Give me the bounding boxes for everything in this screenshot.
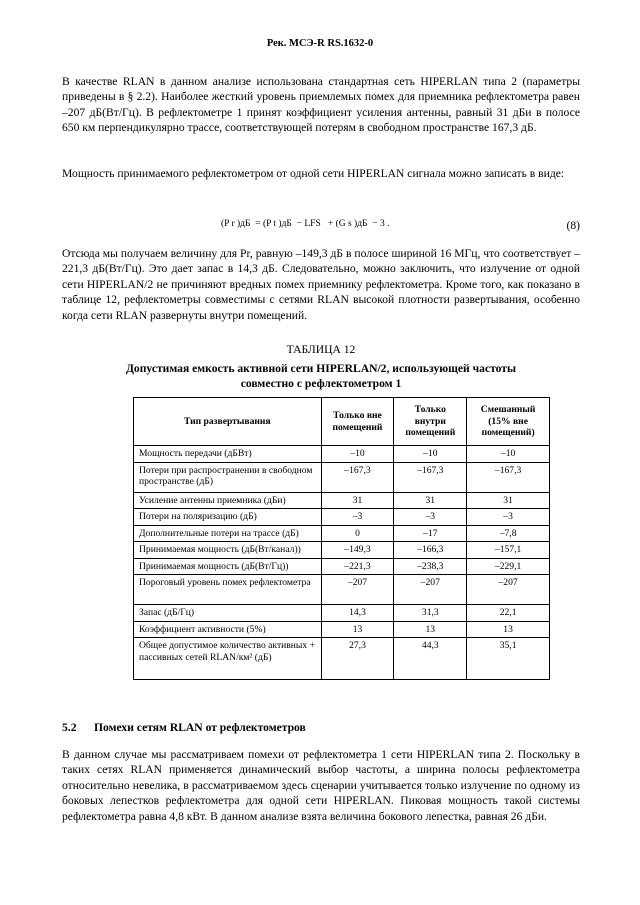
table-caption-line2: совместно с рефлектометром 1 — [240, 377, 402, 390]
value-cell: –7,8 — [467, 525, 550, 542]
table-row — [134, 575, 550, 605]
table-row — [134, 446, 550, 463]
row-label-cell: Принимаемая мощность (дБ(Вт/канал)) — [134, 542, 322, 559]
table-row — [134, 605, 550, 622]
row-label-cell: Мощность передачи (дБВт) — [134, 446, 322, 463]
table-row — [134, 525, 550, 542]
value-cell: –229,1 — [467, 558, 550, 575]
value-cell: –3 — [394, 509, 467, 526]
value-cell: –221,3 — [321, 558, 394, 575]
table-header-row — [134, 398, 550, 446]
row-label-cell: Принимаемая мощность (дБ(Вт/Гц)) — [134, 558, 322, 575]
paragraph-interference: В данном случае мы рассматриваем помехи от рефлектометра 1 сети HIPERLAN типа 2. Поскольку в таких сетях RLAN применяется динамический выбор частоты, а ширина полосы рефлектометра относительно невелика, в рассматриваемом здесь сценарии учитывается только излучение по одному из боковых лепестков рефлектометра для одной сети HIPERLAN. Пиковая мощность такой системы рефлектометра равна 4,8 кВт. В данном анализе взята величина бокового лепестка, равная 26 дБи. — [62, 748, 580, 823]
table-row — [134, 621, 550, 638]
header-deployment-type: Тип развертывания — [134, 398, 322, 446]
value-cell: –167,3 — [321, 462, 394, 492]
value-cell: 35,1 — [467, 638, 550, 680]
header-indoor-only: Только внутри помещений — [394, 398, 467, 446]
value-cell: –167,3 — [394, 462, 467, 492]
value-cell: –207 — [321, 575, 394, 605]
value-cell: –10 — [467, 446, 550, 463]
value-cell: 22,1 — [467, 605, 550, 622]
table-row — [134, 638, 550, 680]
value-cell: 31,3 — [394, 605, 467, 622]
value-cell: –207 — [394, 575, 467, 605]
value-cell: –207 — [467, 575, 550, 605]
equation-number: (8) — [566, 219, 580, 232]
value-cell: –17 — [394, 525, 467, 542]
paragraph-hiperlan-params: В качестве RLAN в данном анализе использована стандартная сеть HIPERLAN типа 2 (параметры приведены в § 2.2). Наиболее жесткий уровень приемлемых помех для приемника рефлектометра равен –207 дБ(Вт/Гц). В рефлектометре 1 принят коэффициент усиления антенны, равный 31 дБи в полосе 650 км перпендикулярно трассе, соответствующей потерям в свободном пространстве 167,3 дБ. — [62, 75, 580, 135]
page-header: Рек. МСЭ-R RS.1632-0 — [266, 38, 374, 49]
table-row — [134, 462, 550, 492]
value-cell: 27,3 — [321, 638, 394, 680]
table-row — [134, 492, 550, 509]
value-cell: 31 — [467, 492, 550, 509]
value-cell: 0 — [321, 525, 394, 542]
value-cell: –3 — [321, 509, 394, 526]
value-cell: –10 — [394, 446, 467, 463]
value-cell: –157,1 — [467, 542, 550, 559]
row-label-cell: Потери при распространении в свободном пространстве (дБ) — [134, 462, 322, 492]
row-label-cell: Потери на поляризацию (дБ) — [134, 509, 322, 526]
value-cell: 31 — [394, 492, 467, 509]
table-row — [134, 558, 550, 575]
value-cell: –167,3 — [467, 462, 550, 492]
value-cell: 13 — [321, 621, 394, 638]
value-cell: 31 — [321, 492, 394, 509]
value-cell: 14,3 — [321, 605, 394, 622]
table-row — [134, 542, 550, 559]
row-label-cell: Запас (дБ/Гц) — [134, 605, 322, 622]
value-cell: –166,3 — [394, 542, 467, 559]
row-label-cell: Усиление антенны приемника (дБи) — [134, 492, 322, 509]
paragraph-result: Отсюда мы получаем величину для Pr, равную –149,3 дБ в полосе шириной 16 МГц, что соответствует –221,3 дБ(Вт/Гц). Это дает запас в 14,3 дБ. Следовательно, можно заключить, что излучение от одной сети HIPERLAN/2 не причиняют вредных помех приемнику рефлектометра. Кроме того, как показано в таблице 12, рефлектометры совместимы с сетями RLAN высокой плотности развертывания, особенно когда сети RLAN развернуты внутри помещений. — [62, 247, 580, 322]
equation-8 — [62, 219, 580, 233]
value-cell: 13 — [467, 621, 550, 638]
value-cell: –3 — [467, 509, 550, 526]
table-row — [134, 509, 550, 526]
value-cell: –238,3 — [394, 558, 467, 575]
section-title: Помехи сетям RLAN от рефлектометров — [94, 721, 306, 734]
table-caption-line1: Допустимая емкость активной сети HIPERLAN/2, использующей частоты — [125, 362, 517, 375]
value-cell: –149,3 — [321, 542, 394, 559]
capacity-table — [133, 397, 550, 680]
row-label-cell: Дополнительные потери на трассе (дБ) — [134, 525, 322, 542]
table-number: ТАБЛИЦА 12 — [286, 343, 356, 356]
value-cell: 44,3 — [394, 638, 467, 680]
row-label-cell: Коэффициент активности (5%) — [134, 621, 322, 638]
header-outdoor-only: Только вне помещений — [321, 398, 394, 446]
row-label-cell: Общее допустимое количество активных + пассивных сетей RLAN/км² (дБ) — [134, 638, 322, 680]
row-label-cell: Пороговый уровень помех рефлектометра — [134, 575, 322, 605]
value-cell: 13 — [394, 621, 467, 638]
header-mixed: Смешанный (15% вне помещений) — [467, 398, 550, 446]
paragraph-power-intro: Мощность принимаемого рефлектометром от одной сети HIPERLAN сигнала можно записать в виде: — [62, 167, 565, 180]
equation-body: (P r )дБ = (P t )дБ − LFS + (G s )дБ − 3 . — [221, 219, 390, 229]
value-cell: –10 — [321, 446, 394, 463]
section-number: 5.2 — [62, 721, 77, 734]
